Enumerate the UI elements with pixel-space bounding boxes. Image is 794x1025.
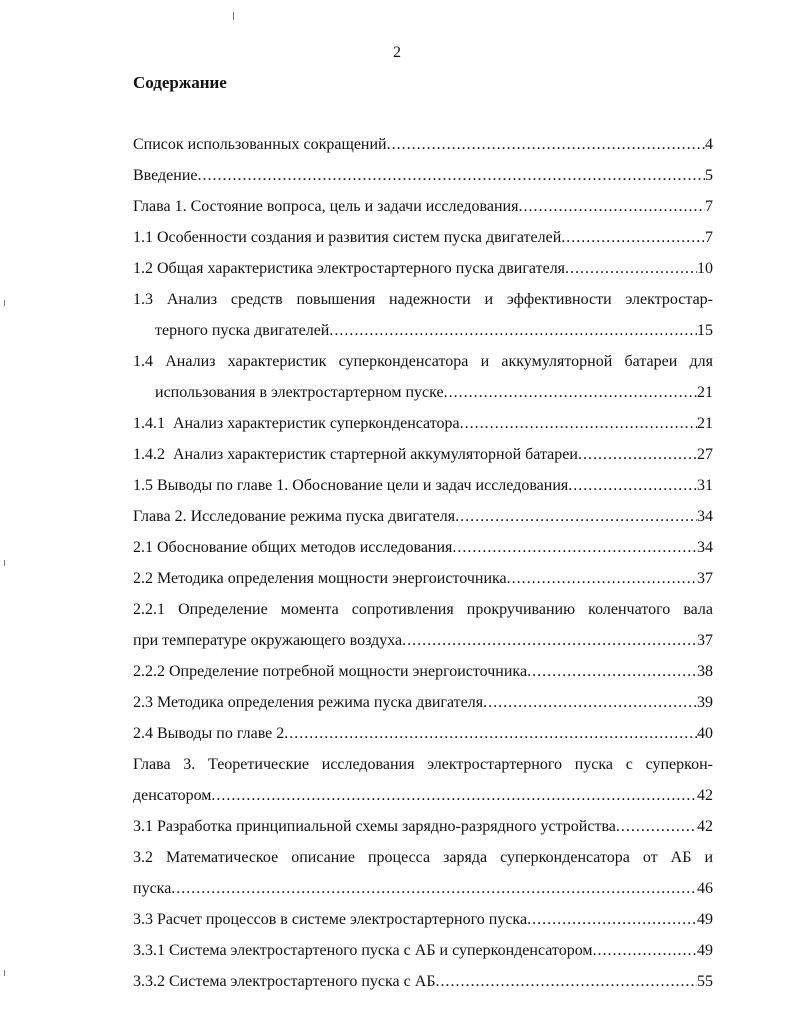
toc-entry-label: 1.1 Особенности создания и развития систем пуска двигателей: [133, 229, 562, 246]
dot-leader: [444, 377, 697, 408]
toc-entry-label: 1.4.1 Анализ характеристик суперконденсатора: [133, 415, 460, 432]
toc-entry-page: 49: [697, 942, 713, 959]
toc-entry-page: 21: [697, 384, 713, 401]
toc-entry-page: 37: [697, 632, 713, 649]
dot-leader: [387, 129, 705, 160]
toc-entry-label: 2.2 Методика определения мощности энергоисточника: [133, 570, 507, 587]
toc-entry-page: 34: [697, 508, 713, 525]
toc-entry-label: использования в электростартерном пуске: [155, 384, 444, 401]
toc-entry: [133, 222, 713, 253]
toc-entry-first-line: 3.2 Математическое описание процесса заряда суперконденсатора от АБ и: [133, 849, 713, 866]
dot-leader: [171, 873, 697, 904]
toc-entry-label: 1.2 Общая характеристика электростартерного пуска двигателя: [133, 260, 566, 277]
dot-leader: [436, 966, 698, 997]
dot-leader: [507, 563, 697, 594]
toc-entry-label: при температуре окружающего воздуха: [133, 632, 403, 649]
toc-entry: [133, 315, 713, 346]
table-of-contents: [133, 129, 713, 997]
dot-leader: [329, 315, 697, 346]
toc-entry: [133, 160, 713, 191]
toc-entry: [133, 377, 713, 408]
toc-entry-label: 1.5 Выводы по главе 1. Обоснование цели и задач исследования: [133, 477, 569, 494]
toc-entry-page: 42: [697, 787, 713, 804]
toc-entry-first-line: 1.4 Анализ характеристик суперконденсатора и аккумуляторной батареи для: [133, 353, 713, 370]
dot-leader: [527, 904, 697, 935]
toc-entry: [133, 563, 713, 594]
toc-entry-page: 42: [697, 818, 713, 835]
dot-leader: [198, 160, 706, 191]
toc-entry-page: 49: [697, 911, 713, 928]
toc-entry-page: 39: [697, 694, 713, 711]
toc-entry: [133, 718, 713, 749]
toc-entry-page: 27: [697, 446, 713, 463]
toc-entry-first-line: 2.2.1 Определение момента сопротивления прокручиванию коленчатого вала: [133, 601, 713, 618]
dot-leader: [578, 439, 697, 470]
page-title: Содержание: [133, 73, 227, 92]
toc-entry-label: 3.3.2 Система электростартеного пуска с АБ: [133, 973, 436, 990]
toc-entry-page: 38: [697, 663, 713, 680]
dot-leader: [593, 935, 697, 966]
toc-entry: [133, 811, 713, 842]
toc-entry: [133, 935, 713, 966]
toc-entry-label: Глава 2. Исследование режима пуска двигателя: [133, 508, 456, 525]
toc-entry-page: 34: [697, 539, 713, 556]
toc-entry-page: 40: [697, 725, 713, 742]
toc-entry: [133, 129, 713, 160]
toc-entry-label: 2.3 Методика определения режима пуска двигателя: [133, 694, 484, 711]
toc-entry-label: Список использованных сокращений: [133, 136, 387, 153]
toc-entry-page: 46: [697, 880, 713, 897]
page-number: 2: [393, 44, 401, 61]
toc-entry: [133, 780, 713, 811]
dot-leader: [460, 408, 697, 439]
scan-mark: [233, 12, 234, 20]
dot-leader: [211, 780, 697, 811]
dot-leader: [561, 222, 705, 253]
dot-leader: [518, 191, 705, 222]
dot-leader: [284, 718, 697, 749]
scan-mark: [4, 300, 5, 306]
toc-entry: [133, 439, 713, 470]
toc-entry-page: 4: [705, 136, 713, 153]
toc-entry-label: Введение: [133, 167, 198, 184]
toc-entry-page: 15: [697, 322, 713, 339]
toc-entry: [133, 873, 713, 904]
toc-entry-page: 7: [705, 229, 713, 246]
dot-leader: [616, 811, 697, 842]
dot-leader: [452, 532, 697, 563]
toc-entry-page: 55: [697, 973, 713, 990]
toc-entry-page: 10: [697, 260, 713, 277]
toc-entry: [133, 656, 713, 687]
dot-leader: [483, 687, 697, 718]
toc-entry-label: 3.3 Расчет процессов в системе электростартерного пуска: [133, 911, 528, 928]
dot-leader: [402, 625, 697, 656]
toc-entry: [133, 470, 713, 501]
toc-entry: [133, 687, 713, 718]
toc-entry: [133, 625, 713, 656]
toc-entry-page: 5: [705, 167, 713, 184]
toc-entry: [133, 532, 713, 563]
toc-entry: [133, 191, 713, 222]
toc-entry-page: 31: [697, 477, 713, 494]
toc-entry-label: 1.4.2 Анализ характеристик стартерной аккумуляторной батареи: [133, 446, 578, 463]
toc-entry-label: 2.4 Выводы по главе 2: [133, 725, 285, 742]
dot-leader: [527, 656, 697, 687]
toc-entry-label: пуска: [133, 880, 172, 897]
toc-entry-label: 3.1 Разработка принципиальной схемы зарядно-разрядного устройства: [133, 818, 616, 835]
toc-entry-label: 2.1 Обоснование общих методов исследования: [133, 539, 453, 556]
dot-leader: [568, 470, 697, 501]
toc-entry-label: терного пуска двигателей: [155, 322, 330, 339]
toc-entry-label: 2.2.2 Определение потребной мощности энергоисточника: [133, 663, 528, 680]
toc-entry: [133, 408, 713, 439]
dot-leader: [455, 501, 697, 532]
toc-entry-label: денсатором: [133, 787, 212, 804]
toc-entry: [133, 966, 713, 997]
toc-entry-label: 3.3.1 Система электростартеного пуска с АБ и суперконденсатором: [133, 942, 593, 959]
toc-entry: [133, 253, 713, 284]
scan-mark: [4, 560, 5, 566]
toc-entry: [133, 904, 713, 935]
scan-mark: [4, 970, 5, 976]
toc-entry-label: Глава 1. Состояние вопроса, цель и задачи исследования: [133, 198, 519, 215]
toc-entry-first-line: 1.3 Анализ средств повышения надежности и эффективности электростар-: [133, 291, 713, 308]
toc-entry-page: 37: [697, 570, 713, 587]
toc-entry-page: 7: [705, 198, 713, 215]
toc-entry-page: 21: [697, 415, 713, 432]
dot-leader: [565, 253, 697, 284]
toc-entry-first-line: Глава 3. Теоретические исследования электростартерного пуска с суперкон-: [133, 756, 713, 773]
toc-entry: [133, 501, 713, 532]
